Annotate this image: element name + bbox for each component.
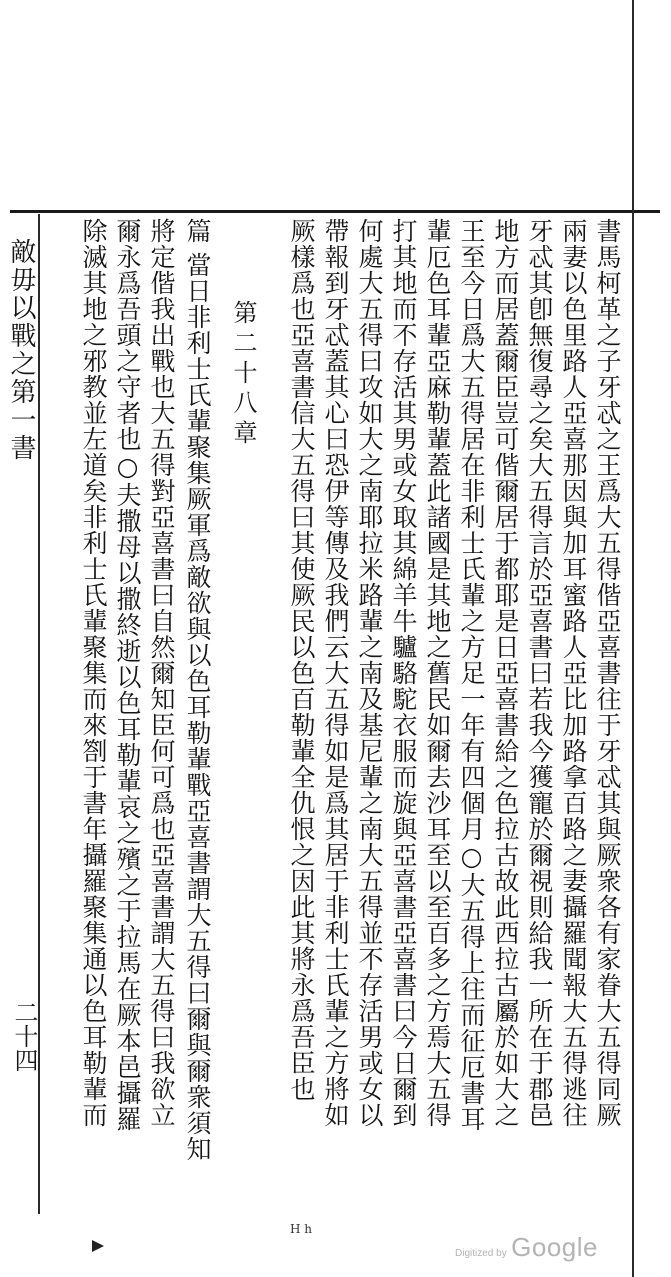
text-column-2: 兩妻以色里路人亞喜那因與加耳蜜路人亞比加路拿百路之妻攝羅聞報大五得逃往 — [559, 218, 588, 1128]
section-marker: 篇 — [183, 218, 212, 244]
text-column-6: 輩厄色耳輩亞麻勒輩蓋此諸國是其地之舊民如爾去沙耳至以至百多之方焉大五得 — [423, 218, 452, 1128]
text-column-13: 將定偕我出戰也大五得對亞喜書曰自然爾知臣何可爲也亞喜書謂大五得曰我欲立 — [147, 218, 176, 1128]
chapter-heading: 第二十八章 — [229, 300, 257, 450]
text-column-5: 王至今日爲大五得居在非利士氏輩之方足一年有四個月○大五得上往而征厄書耳 — [457, 218, 486, 1132]
right-border-line — [632, 0, 634, 1277]
text-column-12: 當日非利士氏輩聚集厥軍爲敵欲與以色耳勒輩戰亞喜書謂大五得曰爾與爾衆須知 — [183, 252, 212, 1162]
left-border-line — [38, 214, 40, 1214]
text-column-15: 除滅其地之邪教並左道矣非利士氏輩聚集而來劄于書年攝羅聚集通以色耳勒輩而 — [79, 218, 108, 1128]
text-column-9: 帶報到牙忒蓋其心曰恐伊等傳及我們云大五得如是爲其居于非利士氏輩之方將如 — [321, 218, 350, 1128]
margin-book-title: 敵毋以戰之第一書 — [6, 238, 36, 462]
google-watermark — [455, 1232, 598, 1263]
text-column-7: 打其地而不存活其男或女取其綿羊牛驢駱駝衣服而旋與亞喜書亞喜書曰今日爾到 — [389, 218, 418, 1128]
text-column-8: 何處大五得曰攻如大之南耶拉米路輩之南及基尼輩之南大五得並不存活男或女以 — [355, 218, 384, 1128]
top-border-line — [10, 210, 660, 213]
margin-page-number: 二十四 — [10, 1000, 38, 1072]
footer-page-mark: H h — [290, 1222, 313, 1236]
text-column-4: 地方而居蓋爾臣豈可偕爾居于都耶是日亞喜書給之色拉古故此西拉古屬於如大之 — [491, 218, 520, 1128]
text-column-14: 爾永爲吾頭之守者也○夫撒母以撒終逝以色耳勒輩哀之殯之于拉馬在厥本邑攝羅 — [113, 218, 142, 1132]
text-column-10: 厥樣爲也亞喜書信大五得曰其使厥民以色百勒輩全仇恨之因此其將永爲吾臣也 — [287, 218, 316, 1102]
footer-arrow-icon — [92, 1240, 104, 1252]
text-column-3: 牙忒其卽無復尋之矣大五得言於亞喜書曰若我今獲寵於爾視則給我一所在于郡邑 — [525, 218, 554, 1128]
text-column-1: 書馬柯革之子牙忒之王爲大五得偕亞喜書往于牙忒其與厥衆各有家眷大五得同厥 — [593, 218, 622, 1128]
watermark-google: Google — [511, 1232, 598, 1262]
watermark-digitized-by: Digitized by — [455, 1248, 507, 1259]
